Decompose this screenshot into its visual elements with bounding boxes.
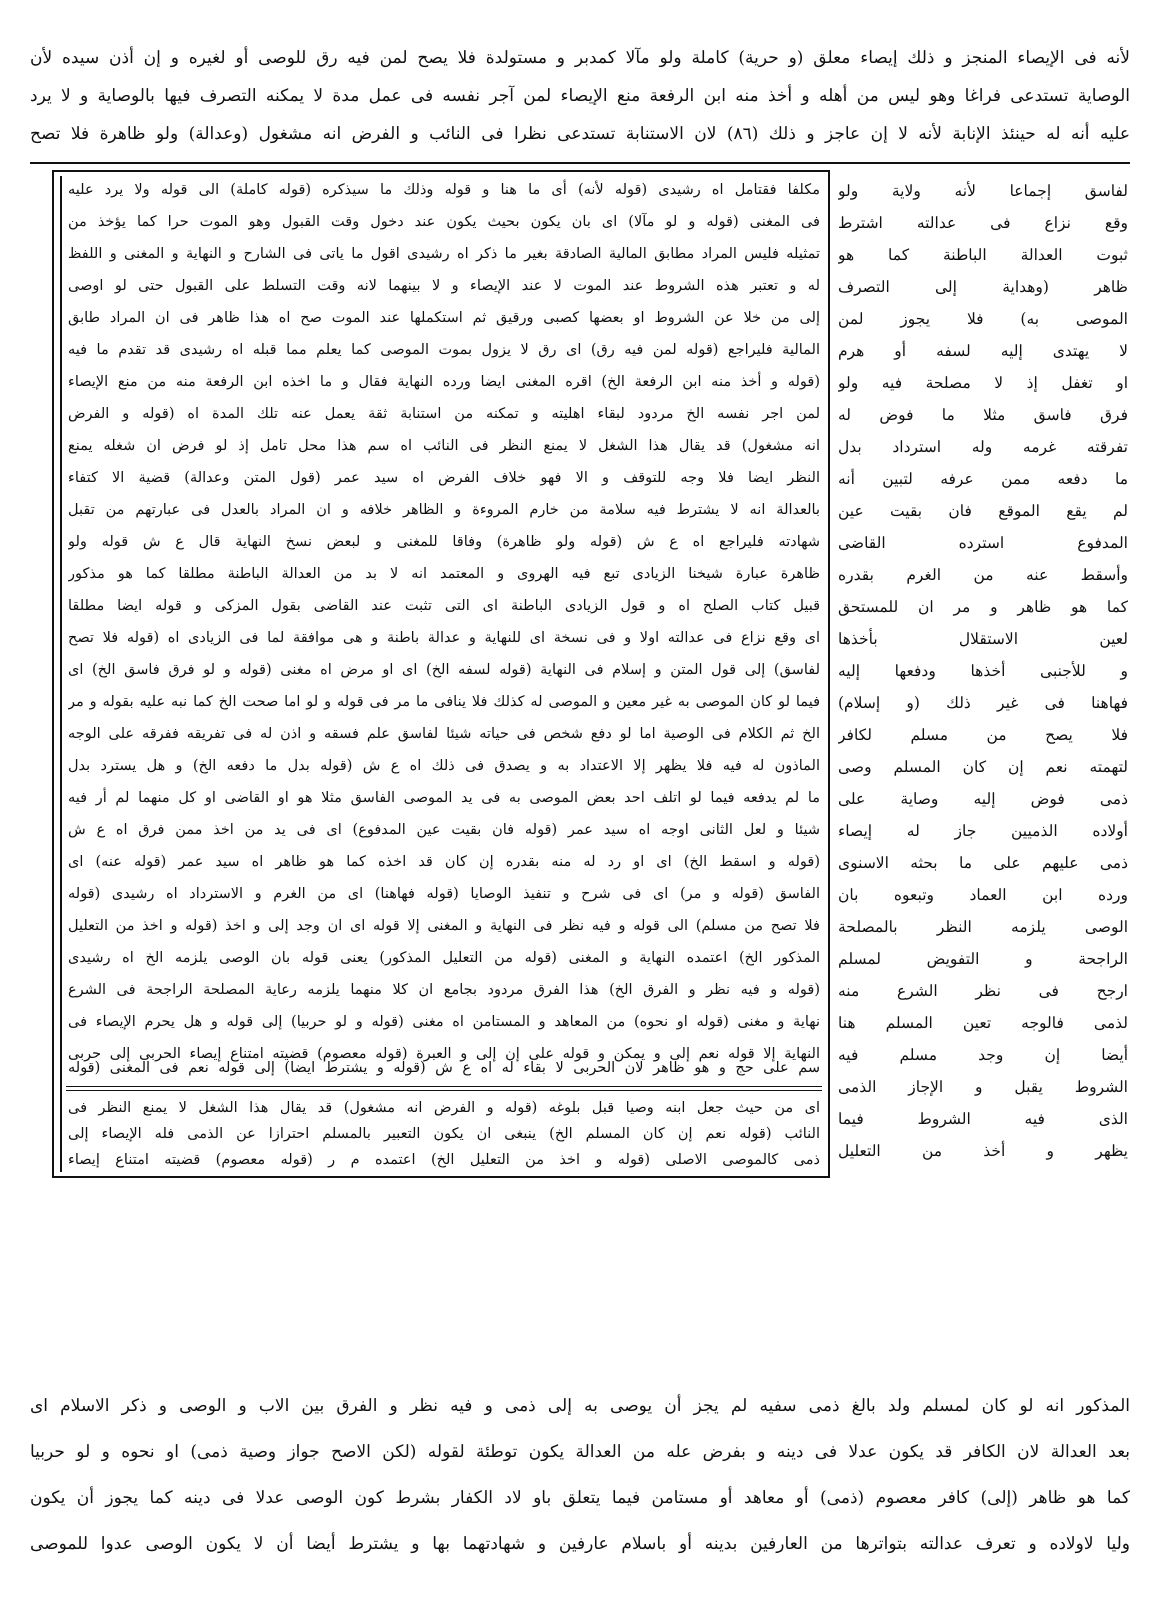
commentary-line: فى المغنى (قوله و لو مآلا) اى بان يكون بحيث يكون عند دخول وقت القبول وهو الموت حرا كما يؤخذ من xyxy=(68,214,820,230)
commentary-line: لفاسق) إلى قول المتن و إسلام فى النهاية (قوله لسفه الخ) اى او مرض اه مغنى (قوله و لو فرق فاسق الخ) اى xyxy=(68,662,820,678)
commentary-line: النظر ايضا فلا وجه للتوقف و الا فهو خلاف الفرض اه سيد عمر (قول المتن وعدالة) قضية الا كتفاء xyxy=(68,470,820,486)
column-line: ثبوت العدالة الباطنة كما هو xyxy=(838,246,1128,264)
commentary-line: الخ ثم الكلام فى الوصية اما لو دفع شخص فى حياته شيئا لفاسق علم فسقه و اذن له فى تفريقه ففرقه على الوجه xyxy=(68,726,820,742)
box-right-border xyxy=(828,170,830,1178)
commentary-line: النهاية إلا قوله نعم إلى و يمكن و قوله على إن إلى و العبرة (قوله معصوم) قضيته امتناع إيصاء الحربى إلى حربى xyxy=(68,1046,820,1062)
commentary-line: اى وقع نزاع فى عدالته اولا و فى نسخة اى للنهاية و عدالة باطنة و هى موافقة لما فى الزيادى اه (قوله فلا تصح xyxy=(68,630,820,646)
column-line: كما هو ظاهر و مر ان للمستحق xyxy=(838,598,1128,616)
commentary-line: ظاهرة عبارة شيخنا الزيادى تبع فيه الهروى و المعتمد انه لا بد من العدالة الباطنة مطلقا كما هو مذكور xyxy=(68,566,820,582)
column-line: او تغفل إذ لا مصلحة فيه ولو xyxy=(838,374,1128,392)
column-line: لا يهتدى إليه لسفه أو هرم xyxy=(838,342,1128,360)
commentary-line: المالية فليراجع (قوله لمن فيه رق) اى رق لا يزول بموت الموصى كما يعلم مما قبله اه رشيدى قد تقدم ما فيه xyxy=(68,342,820,358)
commentary-line: المذكور الخ) اعتمده النهاية و المغنى (قوله من التعليل المذكور) يعنى قوله بان الوصى يلزمه الخ اه رشيدى xyxy=(68,950,820,966)
column-line: فهاهنا فى غير ذلك (و إسلام) xyxy=(838,694,1128,712)
bottom-line: وليا لاولاده و تعرف عدالته بتواترها من العارفين بدينه أو باسلام عارفين و شهادتهما بها و يشترط أيضا أن لا يكون الوصى عدوا للموصى xyxy=(30,1534,1130,1554)
commentary-line: فلا تصح من مسلم) الى قوله و فيه نظر فى النهاية و المغنى إلا قوله اى ان وجد إلى و اخذ (قوله و اخذ من التعليل xyxy=(68,918,820,934)
column-line: ارجح فى نظر الشرع منه xyxy=(838,982,1128,1000)
top-divider xyxy=(30,162,1130,164)
commentary-line: إلى من خلا عن الشروط او بعضها كصبى ورقيق ثم استكملها عند الموت صح اه هذا ظاهر فى ان المراد طابق xyxy=(68,310,820,326)
column-line: وقع نزاع فى عدالته اشترط xyxy=(838,214,1128,232)
column-line: وأسقط عنه من الغرم بقدره xyxy=(838,566,1128,584)
column-line: الموصى به) فلا يجوز لمن xyxy=(838,310,1128,328)
commentary-line: ما لم يدفعه فيما لو اتلف احد بعض الموصى به فى يد الموصى الفاسق مثلا هو او القاضى او كل منهما لم أر فيه xyxy=(68,790,820,806)
bottom-line: بعد العدالة لان الكافر قد يكون عدلا فى دينه و بفرض عله من العدالة يكون توطئة لقوله (لكن الاصح جواز وصية ذمى) او نحوه و لو حربيا xyxy=(30,1442,1130,1462)
column-line: لم يقع الموقع فان بقيت عين xyxy=(838,502,1128,520)
commentary-line: مكلفا فقتامل اه رشيدى (قوله لأنه) أى ما هنا و قوله وذلك ما سيذكره (قوله كاملة) الى قوله ولا يرد عليه xyxy=(68,182,820,198)
column-line: ذمى فوض إليه وصاية على xyxy=(838,790,1128,808)
box-bottom-border xyxy=(52,1176,830,1178)
column-line: لذمى فالوجه تعين المسلم هنا xyxy=(838,1014,1128,1032)
commentary-line: له و تعتبر هذه الشروط عند الموت لا عند الإيصاء و لا بينهما لانه وقت التسلط على القبول حتى لو اوصى xyxy=(68,278,820,294)
column-line: يظهر و أخذ من التعليل xyxy=(838,1142,1128,1160)
commentary-line: (قوله و فيه نظر و الفرق الخ) هذا الفرق مردود بجامع ان كلا منهما يلزمه رعاية المصلحة الراجحة فى الشرع xyxy=(68,982,820,998)
bottom-line: المذكور انه لو كان لمسلم ولد بالغ ذمى سفيه لم يجز أن يوصى به إلى ذمى و فيه نظر و الفرق بين الاب و الوصى و ذكر الاسلام اى xyxy=(30,1396,1130,1416)
bottom-line: كما هو ظاهر (إلى) كافر معصوم (ذمى) أو معاهد أو مستامن فيما يتعلق باو لاد الكفار بشرط كون الوصى عدلا فى دينه كما يجوز أن يكون xyxy=(30,1488,1130,1508)
column-line: لتهمته نعم إن كان المسلم وصى xyxy=(838,758,1128,776)
box-top-border xyxy=(52,170,830,172)
top-line: عليه أنه له حينئذ الإنابة لأنه لا إن عاجز و ذلك (٨٦) لان الاستنابة تستدعى نظرا فى النائب و الفرض انه مشغول (وعدالة) ولو ظاهرة فلا تصح xyxy=(30,124,1130,144)
commentary-line: فيما لو كان الموصى به غير معين و الموصى له كذلك فلا ينافى ما مر فى قوله و لو اما صحت الخ كما نبه عليه بقوله و مر xyxy=(68,694,820,710)
commentary-line: شيئا و لعل الثانى اوجه اه سيد عمر (قوله فان بقيت عين المدفوع) اى فى يد من اخذ ممن فرق اه ع ش xyxy=(68,822,820,838)
commentary-line: شهادته فليراجع اه ع ش (قوله ولو ظاهرة) وفاقا للمغنى و لبعض نسخ النهاية قال ع ش قوله ولو xyxy=(68,534,820,550)
column-line: لفاسق إجماعا لأنه ولاية ولو xyxy=(838,182,1128,200)
box-inner-divider xyxy=(66,1086,822,1087)
column-line: فرق فاسق مثلا ما فوض له xyxy=(838,406,1128,424)
column-line: ذمى عليهم على ما بحثه الاسنوى xyxy=(838,854,1128,872)
column-line: فلا يصح من مسلم لكافر xyxy=(838,726,1128,744)
column-line: ما دفعه ممن عرفه لتبين أنه xyxy=(838,470,1128,488)
commentary-line: ذمى كالموصى الاصلى (قوله و اخذ من التعليل الخ) اعتمده م ر (قوله معصوم) قضيته امتناع إيصاء xyxy=(68,1152,820,1168)
top-line: الوصاية تستدعى فراغا وهو ليس من أهله و أخذ منه ابن الرفعة منع الإيصاء لمن آجر نفسه فى عمل مدة لا يمكنه التصرف فيها بالوصاية و لا يرد xyxy=(30,86,1130,106)
column-line: الشروط يقبل و الإجاز الذمى xyxy=(838,1078,1128,1096)
commentary-line: (قوله و اسقط الخ) اى او رد له منه بقدره إن كان قد اخذه كما هو ظاهر اه سيد عمر (قوله عنه) اى xyxy=(68,854,820,870)
commentary-line: الفاسق (قوله و مر) اى فى شرح و تنفيذ الوصايا (قوله فهاهنا) اى من الغرم و الاسترداد اه رشيدى (قوله xyxy=(68,886,820,902)
box-left-border-outer xyxy=(52,170,54,1178)
commentary-line: نهاية و مغنى (قوله او نحوه) من المعاهد و المستامن اه مغنى (قوله و لو حربيا) إلى قوله و هل يحرم الإيصاء فى xyxy=(68,1014,820,1030)
column-line: ورده ابن العماد وتبعوه بان xyxy=(838,886,1128,904)
commentary-line: بالعدالة انه لا يشترط فيه سلامة من خارم المروءة و الظاهر خلافه و ان المراد بالعدل فى عبارتهم من تقبل xyxy=(68,502,820,518)
column-line: المدفوع استرده القاضى xyxy=(838,534,1128,552)
column-line: و للأجنبى أخذها ودفعها إليه xyxy=(838,662,1128,680)
column-line: أيضا إن وجد مسلم فيه xyxy=(838,1046,1128,1064)
column-line: لعين الاستقلال بأخذها xyxy=(838,630,1128,648)
column-line: تفرقته غرمه وله استرداد بدل xyxy=(838,438,1128,456)
box-inner-divider xyxy=(66,1090,822,1091)
commentary-line: قبيل كتاب الصلح اه و قول الزيادى الباطنة اى التى تثبت عند القاضى بقول المزكى و قوله ايضا مطلقا xyxy=(68,598,820,614)
column-line: الراجحة و التفويض لمسلم xyxy=(838,950,1128,968)
commentary-line: اى من حيث جعل ابنه وصيا قبل بلوغه (قوله و الفرض انه مشغول) قد يقال هذا الشغل لا يمنع النظر فى xyxy=(68,1100,820,1116)
commentary-line: الماذون له فيه فلا يظهر إلا الاعتداد به و يصدق فى ذلك اه ع ش (قوله بدل ما دفعه الخ) و هل يسترد بدل xyxy=(68,758,820,774)
commentary-line: سم على حج و هو ظاهر لان الحربى لا بقاء له اه ع ش (قوله و يشترط ايضا) إلى قوله نعم فى المغنى (قوله xyxy=(68,1060,820,1076)
top-line: لأنه فى الإيصاء المنجز و ذلك إيصاء معلق (و حرية) كاملة ولو مآلا كمدبر و مستولدة فلا يصح لمن فيه رق للوصى أو لغيره و إن أذن سيده لأن xyxy=(30,48,1130,68)
box-left-border-inner xyxy=(60,176,62,1172)
column-line: الوصى يلزمه النظر بالمصلحة xyxy=(838,918,1128,936)
column-line: الذى فيه الشروط فيما xyxy=(838,1110,1128,1128)
column-line: ظاهر (وهداية إلى التصرف xyxy=(838,278,1128,296)
column-line: أولاده الذميين جاز له إيصاء xyxy=(838,822,1128,840)
commentary-line: (قوله و أخذ منه ابن الرفعة الخ) اقره المغنى ايضا ورده النهاية فقال و ما اخذه ابن الرفعة منه من منع الإيصاء xyxy=(68,374,820,390)
commentary-line: انه مشغول) قد يقال هذا الشغل لا يمنع النظر فى النائب اه سم هذا محل تامل إذ لو فرض ان شغله يمنع xyxy=(68,438,820,454)
commentary-line: تمثيله فليس المراد مطابق المالية الصادقة بغير ما ذكر اه رشيدى اقول ما ياتى فى الشارح و النهاية و المغنى و اللفظ xyxy=(68,246,820,262)
commentary-line: النائب (قوله نعم إن كان المسلم الخ) ينبغى ان يكون التعبير بالمسلم احترازا عن الذمى فله الإيصاء إلى xyxy=(68,1126,820,1142)
commentary-line: لمن اجر نفسه الخ مردود لبقاء اهليته و تمكنه من استنابة ثقة يعمل عنه تلك المدة اه (قوله و الفرض xyxy=(68,406,820,422)
